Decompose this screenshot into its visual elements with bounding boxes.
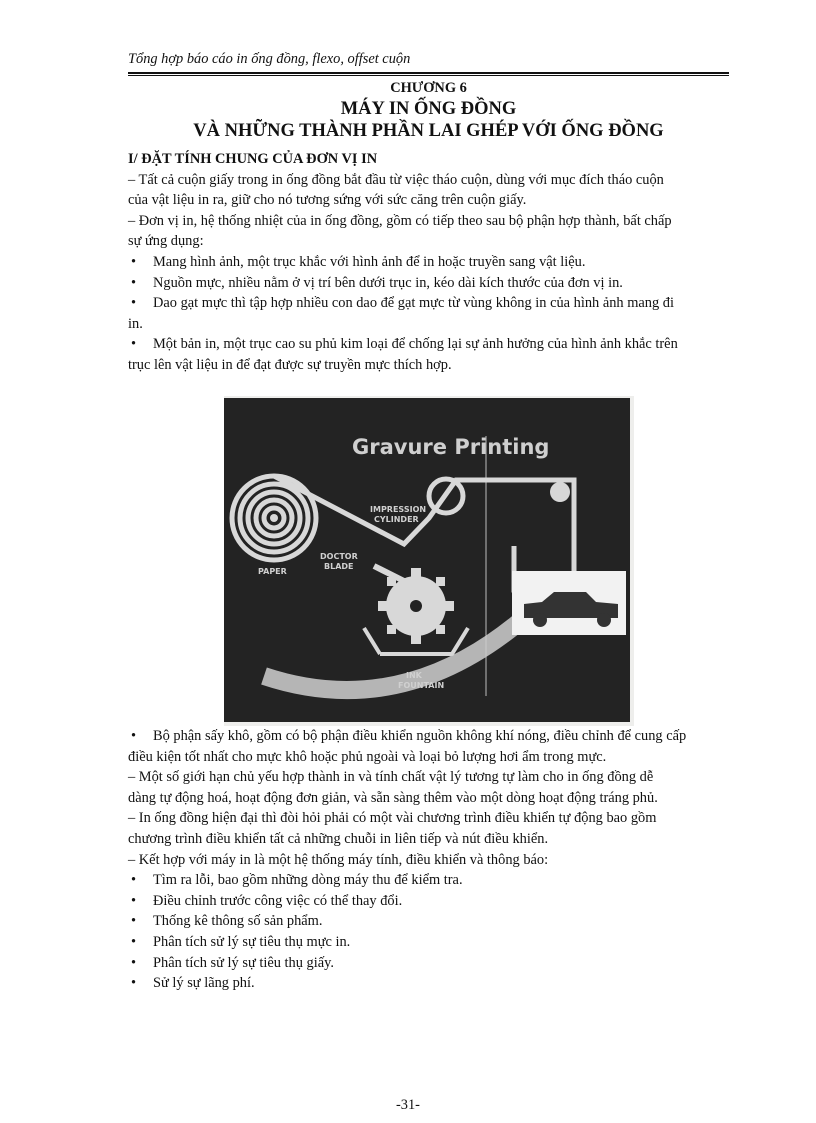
paper-label: PAPER <box>258 567 287 576</box>
list-item-text: Mang hình ảnh, một trục khắc với hình ảnh để in hoặc truyền sang vật liệu. <box>153 253 586 270</box>
paragraph-5-line-1: – Kết hợp với máy in là một hệ thống máy tính, điều khiển và thông báo: <box>128 851 549 868</box>
running-header: Tổng hợp báo cáo in ống đồng, flexo, offset cuộn <box>128 51 411 67</box>
paragraph-1-line-1: – Tất cả cuộn giấy trong in ống đồng bắt đầu từ việc tháo cuộn, dùng với mục đích tháo cuộn <box>128 171 664 188</box>
list-item <box>128 953 729 974</box>
list-item-text: Một bản in, một trục cao su phủ kim loại để chống lại sự ảnh hưởng của hình ảnh khắc trên <box>153 336 678 353</box>
header-rule-thin <box>128 75 729 76</box>
guide-roller-icon <box>550 482 570 502</box>
list-item-continuation: in. <box>128 315 143 332</box>
list-item <box>128 973 729 994</box>
list-item <box>128 334 729 355</box>
chapter-number: CHƯƠNG 6 <box>390 80 467 96</box>
list-item-text: Dao gạt mực thì tập hợp nhiều con dao để gạt mực từ vùng không in của hình ảnh mang đi <box>153 295 674 312</box>
bullet-icon: • <box>131 933 137 950</box>
ink-fountain-label-2: FOUNTAIN <box>398 681 445 690</box>
doctor-blade-label-1: DOCTOR <box>320 552 358 561</box>
list-item-text: Nguồn mực, nhiều nằm ở vị trí bên dưới trục in, kéo dài kích thước của đơn vị in. <box>153 274 623 291</box>
page-number: -31- <box>396 1097 420 1113</box>
list-item-text: Thống kê thông số sản phẩm. <box>153 913 323 930</box>
list-item-text: Điều chỉnh trước công việc có thể thay đổi. <box>153 892 403 909</box>
list-item <box>128 273 729 294</box>
impression-cylinder-label-1: IMPRESSION <box>370 505 427 514</box>
paragraph-3-line-2: dàng tự động hoá, hoạt động đơn giản, và sẵn sàng thêm vào một dòng hoạt động tráng phủ. <box>128 789 658 806</box>
paragraph-4-line-2: chương trình điều khiển tất cả những chuỗi in liên tiếp và nút điều khiển. <box>128 830 549 847</box>
ink-fountain-label-1: INK <box>406 671 422 680</box>
list-item-text: Sử lý sự lãng phí. <box>153 975 255 992</box>
list-item <box>128 932 729 953</box>
list-item-text: Bộ phận sấy khô, gồm có bộ phận điều khiển nguồn không khí nóng, điều chỉnh để cung cấp <box>153 728 687 744</box>
body-bottom <box>128 726 729 994</box>
section-heading: I/ ĐẶT TÍNH CHUNG CỦA ĐƠN VỊ IN <box>128 151 378 167</box>
body-top <box>128 149 729 376</box>
list-item-text: Phân tích sử lý sự tiêu thụ mực in. <box>153 933 351 950</box>
list-item <box>128 293 729 314</box>
paragraph-1-line-2: của vật liệu in ra, giữ cho nó tương sứng với sức căng trên cuộn giấy. <box>128 192 527 209</box>
bullet-icon: • <box>131 954 137 971</box>
list-item <box>128 891 729 912</box>
bullet-icon: • <box>131 336 137 353</box>
list-item <box>128 870 729 891</box>
paragraph-2-line-1: – Đơn vị in, hệ thống nhiệt của in ống đồng, gồm có tiếp theo sau bộ phận hợp thành, bất chấp <box>128 212 672 229</box>
chapter-title: MÁY IN ỐNG ĐỒNG <box>340 99 517 119</box>
list-item <box>128 911 729 932</box>
bullet-icon: • <box>131 975 137 992</box>
gravure-cylinder-icon <box>378 568 454 644</box>
bullet-icon: • <box>131 872 137 889</box>
bullet-icon: • <box>131 892 137 909</box>
impression-cylinder-label-2: CYLINDER <box>374 515 419 524</box>
list-item-continuation: điều kiện tốt nhất cho mực khô hoặc phủ ngoài và loại bỏ lượng hơi ẩm trong mực. <box>128 748 607 765</box>
bullet-icon: • <box>131 295 137 312</box>
list-item-text: Tìm ra lỗi, bao gồm những dòng máy thu để kiểm tra. <box>153 872 463 889</box>
paragraph-3-line-1: – Một số giới hạn chủ yếu hợp thành in và tính chất vật lý tương tự làm cho in ống đồng dễ <box>128 769 654 786</box>
bullet-icon: • <box>131 253 137 270</box>
list-item-text: Phân tích sử lý sự tiêu thụ giấy. <box>153 954 334 971</box>
gravure-diagram <box>224 396 634 726</box>
diagram-title: Gravure Printing <box>352 435 550 459</box>
bullet-icon: • <box>131 274 137 291</box>
list-item-continuation: trục lên vật liệu in để đạt được sự truyền mực thích hợp. <box>128 356 452 373</box>
chapter-title-block <box>128 78 729 142</box>
bullet-icon: • <box>131 728 137 744</box>
paragraph-4-line-1: – In ống đồng hiện đại thì đòi hỏi phải có một vài chương trình điều khiển tự động bao gồm <box>128 810 657 827</box>
doctor-blade-label-2: BLADE <box>324 562 354 571</box>
chapter-subtitle: VÀ NHỮNG THÀNH PHẦN LAI GHÉP VỚI ỐNG ĐỒNG <box>193 121 664 141</box>
list-item <box>128 726 729 747</box>
gravure-printing-figure <box>224 396 634 726</box>
header-rule-thick <box>128 72 729 74</box>
paragraph-2-line-2: sự ứng dụng: <box>128 233 204 250</box>
list-item <box>128 252 729 273</box>
bullet-icon: • <box>131 913 137 930</box>
